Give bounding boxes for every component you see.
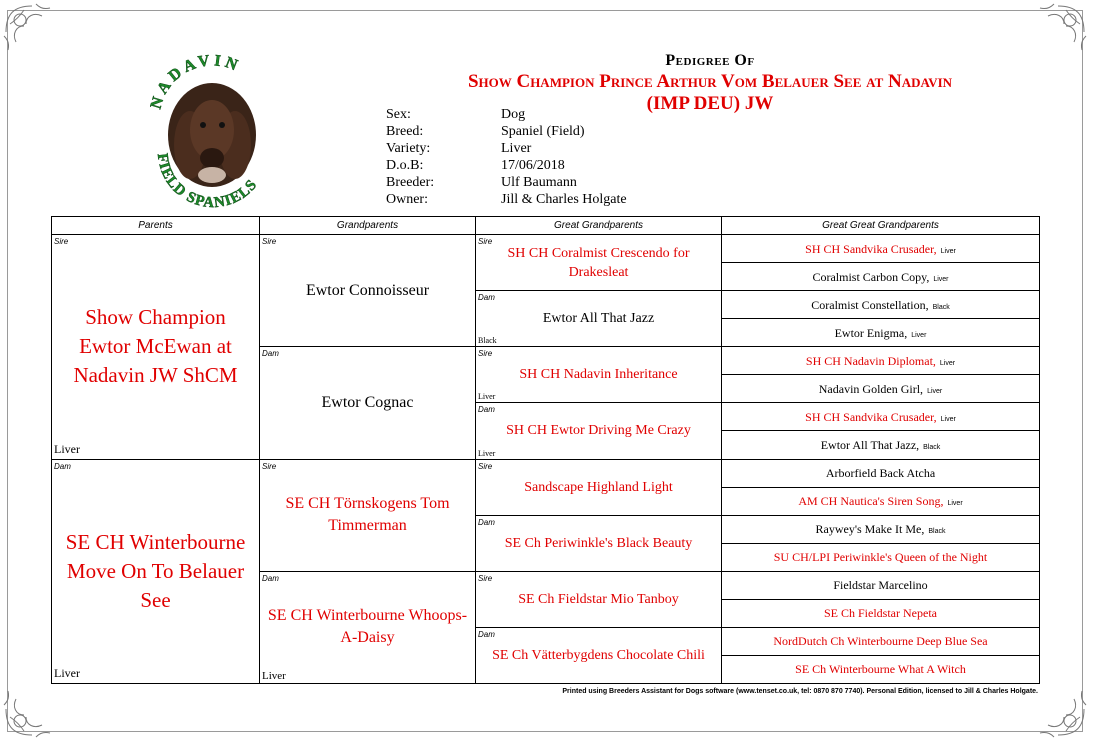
logo-top-text: ADAVIN [153, 52, 244, 98]
print-footer: Printed using Breeders Assistant for Dogs software (www.tenset.co.uk, tel: 0870 870 7740). Personal Edition, licensed to Jill & Charles Holgate. [562, 688, 1038, 695]
great-grandparent-1: Sire SH CH Coralmist Crescendo for Drakesleat [476, 235, 722, 291]
grandparent-3-name: SE CH Törnskogens Tom Timmerman [285, 495, 450, 535]
great-grandparent-6-name: SE Ch Periwinkle's Black Beauty [504, 535, 693, 551]
parent-sire-name: Show Champion Ewtor McEwan at Nadavin JW ShCM [73, 305, 238, 388]
kennel-logo [150, 40, 275, 210]
parent-dam: Dam SE CH Winterbourne Move On To Belauer See Liver [52, 459, 260, 684]
grandparent-1-name: Ewtor Connoisseur [305, 281, 430, 299]
parent-dam-name: SE CH Winterbourne Move On To Belauer See [65, 529, 246, 612]
great-grandparent-3: Sire SH CH Nadavin Inheritance Liver [476, 347, 722, 403]
great-grandparent-6: Dam SE Ch Periwinkle's Black Beauty [476, 515, 722, 571]
grandparent-4: Dam SE CH Winterbourne Whoops-A-Daisy Liver [260, 571, 476, 683]
ggg-15: NordDutch Ch Winterbourne Deep Blue Sea [722, 627, 1040, 655]
column-header-great-grandparents: Great Grandparents [476, 217, 722, 235]
grandparent-2-name: Ewtor Cognac [321, 393, 414, 411]
parent-dam-colour: Liver [54, 666, 80, 680]
column-header-great-great-grandparents: Great Great Grandparents [722, 217, 1040, 235]
pedigree-heading: Pedigree Of [665, 52, 755, 69]
ggg-10: AM CH Nautica's Siren Song, Liver [722, 487, 1040, 515]
great-grandparent-8-name: SE Ch Vätterbygdens Chocolate Chili [492, 647, 705, 663]
column-header-parents: Parents [52, 217, 260, 235]
ggg-9: Arborfield Back Atcha [722, 459, 1040, 487]
ggg-1: SH CH Sandvika Crusader, Liver [722, 235, 1040, 263]
pedigree-table [51, 216, 1040, 684]
dog-title-line-2: (IMP DEU) JW [646, 93, 774, 114]
parent-sire: Sire Show Champion Ewtor McEwan at Nadavin JW ShCM Liver [52, 235, 260, 460]
great-grandparent-5-name: Sandscape Highland Light [524, 479, 673, 495]
great-grandparent-5: Sire Sandscape Highland Light [476, 459, 722, 515]
grandparent-4-name: SE CH Winterbourne Whoops-A-Daisy [267, 607, 468, 647]
detail-owner: Owner: Jill & Charles Holgate [386, 192, 627, 207]
detail-variety: Variety: Liver [386, 141, 532, 156]
great-grandparent-1-name: SH CH Coralmist Crescendo for Drakesleat [507, 245, 690, 280]
great-grandparent-8: Dam SE Ch Vätterbygdens Chocolate Chili [476, 627, 722, 683]
detail-breeder: Breeder: Ulf Baumann [386, 175, 577, 190]
dog-title-line-1: Show Champion Prince Arthur Vom Belauer See at Nadavin [467, 71, 953, 92]
great-grandparent-7: Sire SE Ch Fieldstar Mio Tanboy [476, 571, 722, 627]
ggg-6: Nadavin Golden Girl, Liver [722, 375, 1040, 403]
great-grandparent-2: Dam Ewtor All That Jazz Black [476, 291, 722, 347]
ggg-8: Ewtor All That Jazz, Black [722, 431, 1040, 459]
logo-bottom-text: FIELD SPANIELS [153, 152, 261, 210]
grandparent-3: Sire SE CH Törnskogens Tom Timmerman [260, 459, 476, 571]
ggg-7: SH CH Sandvika Crusader, Liver [722, 403, 1040, 431]
dog-details [386, 106, 627, 208]
corner-ornament-icon [2, 681, 60, 739]
column-header-grandparents: Grandparents [260, 217, 476, 235]
great-grandparent-2-name: Ewtor All That Jazz [542, 311, 655, 327]
detail-dob: D.o.B: 17/06/2018 [386, 158, 565, 173]
great-grandparent-3-name: SH CH Nadavin Inheritance [519, 367, 678, 383]
corner-ornament-icon [2, 2, 60, 60]
grandparent-1: Sire Ewtor Connoisseur [260, 235, 476, 347]
ggg-14: SE Ch Fieldstar Nepeta [722, 599, 1040, 627]
ggg-12: SU CH/LPI Periwinkle's Queen of the Night [722, 543, 1040, 571]
corner-ornament-icon [1030, 681, 1088, 739]
detail-sex: Sex: Dog [386, 107, 526, 122]
parent-sire-colour: Liver [54, 441, 80, 456]
ggg-11: Raywey's Make It Me, Black [722, 515, 1040, 543]
great-grandparent-7-name: SE Ch Fieldstar Mio Tanboy [518, 591, 679, 607]
grandparent-2: Dam Ewtor Cognac [260, 347, 476, 459]
great-grandparent-4: Dam SH CH Ewtor Driving Me Crazy Liver [476, 403, 722, 459]
ggg-16: SE Ch Winterbourne What A Witch [722, 655, 1040, 683]
ggg-5: SH CH Nadavin Diplomat, Liver [722, 347, 1040, 375]
ggg-3: Coralmist Constellation, Black [722, 291, 1040, 319]
detail-breed: Breed: Spaniel (Field) [386, 124, 585, 139]
ggg-4: Ewtor Enigma, Liver [722, 319, 1040, 347]
ggg-2: Coralmist Carbon Copy, Liver [722, 263, 1040, 291]
ggg-13: Fieldstar Marcelino [722, 571, 1040, 599]
great-grandparent-4-name: SH CH Ewtor Driving Me Crazy [506, 423, 691, 439]
